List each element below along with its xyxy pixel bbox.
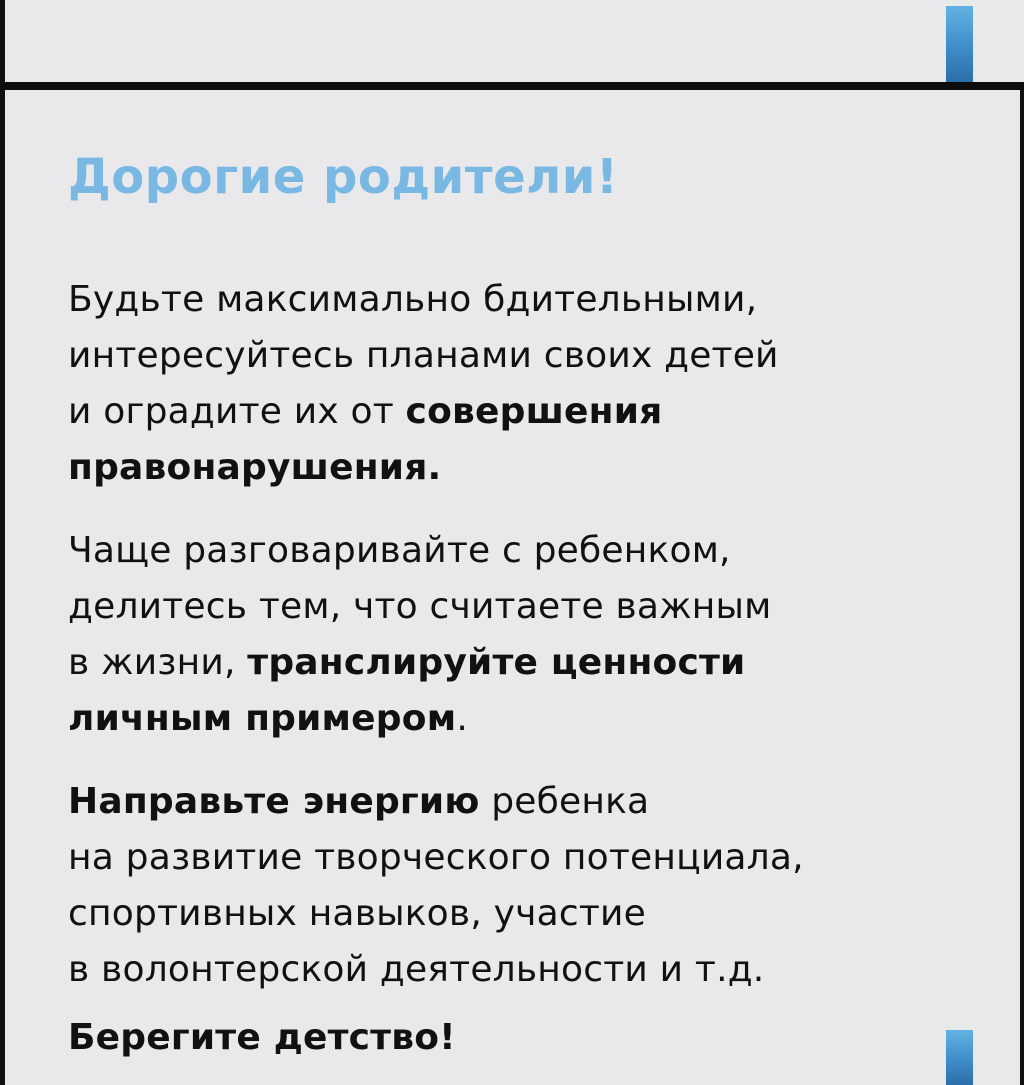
paragraph-energy: [68, 774, 948, 998]
top-separator: [0, 82, 1024, 90]
emphasis-text: транслируйте ценности: [247, 642, 746, 683]
page-title: Дорогие родители!: [68, 149, 619, 205]
paragraph-communication: [68, 523, 948, 747]
emphasis-text: Направьте энергию: [68, 781, 480, 822]
paragraph-punctuation: .: [456, 698, 468, 739]
paragraph-line: и оградите их от: [68, 391, 406, 432]
closing-message: Берегите детство!: [68, 1017, 456, 1058]
paragraph-line: ребенка: [479, 781, 650, 822]
message-content: [68, 148, 948, 1066]
paragraph-line: спортивных навыков, участие: [68, 893, 646, 934]
card-right-border: [1020, 90, 1024, 1085]
message-card: [0, 90, 1024, 1085]
emphasis-text: совершения: [405, 391, 663, 432]
top-strip: [0, 0, 1024, 82]
paragraph-line: в волонтерской деятельности и т.д.: [68, 949, 765, 990]
paragraph-line: Чаще разговаривайте с ребенком,: [68, 530, 731, 571]
paragraph-line: Будьте максимально бдительными,: [68, 279, 758, 320]
paragraph-vigilance: [68, 272, 948, 496]
top-blue-accent: [946, 6, 973, 82]
emphasis-text: личным примером: [68, 698, 457, 739]
card-left-border: [0, 90, 5, 1085]
emphasis-text: правонарушения.: [68, 447, 442, 488]
paragraph-line: в жизни,: [68, 642, 248, 683]
paragraph-line: на развитие творческого потенциала,: [68, 837, 804, 878]
paragraph-line: интересуйтесь планами своих детей: [68, 335, 779, 376]
top-left-border: [0, 0, 5, 82]
paragraph-line: делитесь тем, что считаете важным: [68, 586, 772, 627]
bottom-blue-accent: [946, 1030, 973, 1085]
